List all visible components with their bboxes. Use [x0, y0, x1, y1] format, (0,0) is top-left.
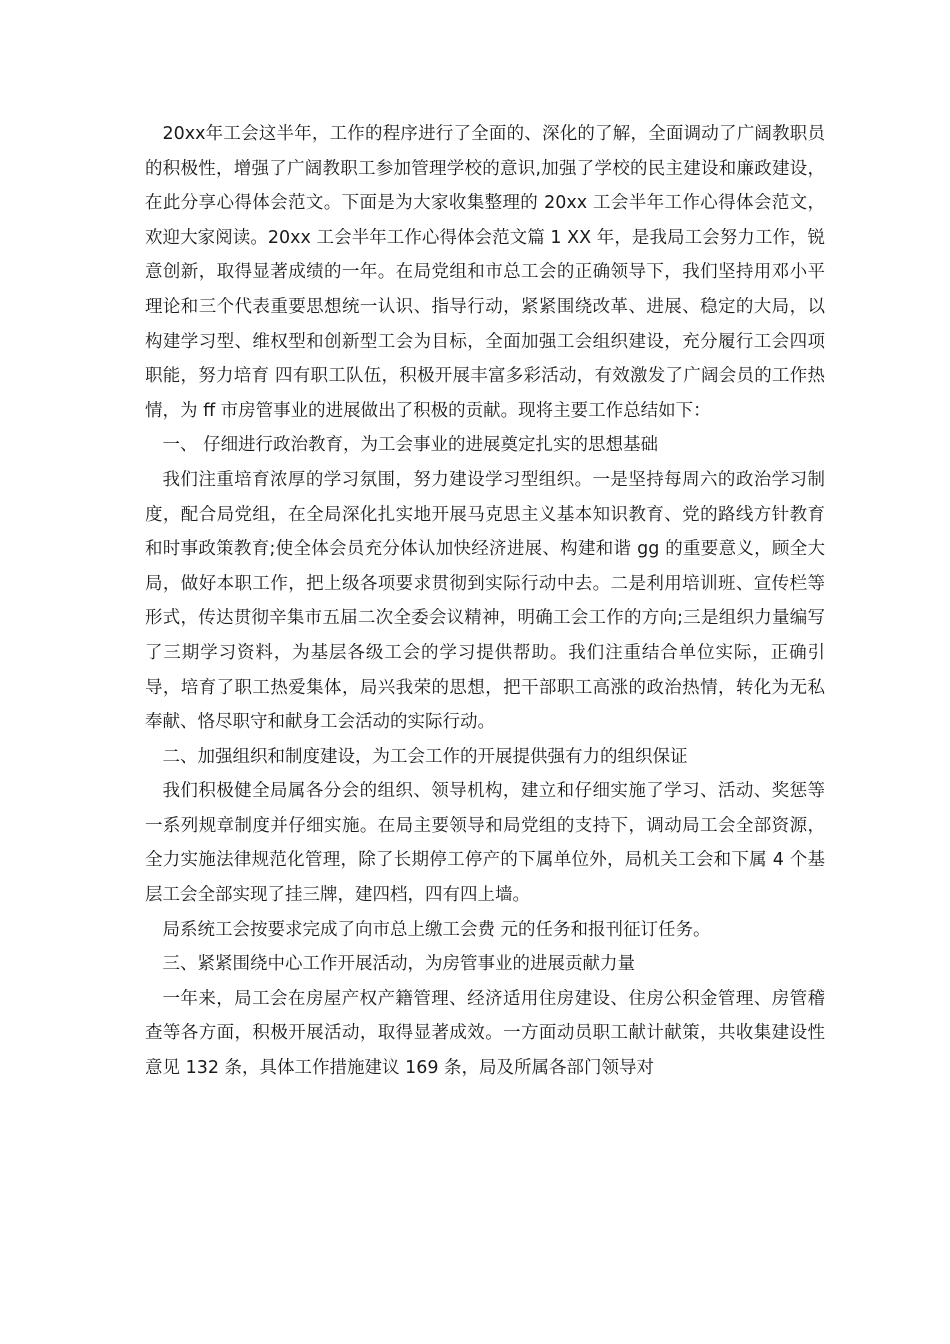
section-heading-1: 一、 仔细进行政治教育，为工会事业的进展奠定扎实的思想基础	[162, 435, 659, 456]
paragraph-section-1: 我们注重培育浓厚的学习氛围，努力建设学习型组织。一是坚持每周六的政治学习制度，配合局党组，在全局深化扎实地开展马克思主义基本知识教育、党的路线方针教育和时事政策教育;使全体会员充分体认加快经济进展、构建和谐 gg 的重要意义，顾全大局，做好本职工作，把上级各项要求贯彻到实际行动中去。二是利用培训班、宣传栏等形式，传达贯彻辛集市五届二次全委会议精神，明确工会工作的方向;三是组织力量编写了三期学习资料，为基层各级工会的学习提供帮助。我们注重结合单位实际，正确引导，培育了职工热爱集体，局兴我荣的思想，把干部职工高涨的政治热情，转化为无私奉献、恪尽职守和献身工会活动的实际行动。	[145, 469, 825, 733]
section-heading-3: 三、紧紧围绕中心工作开展活动，为房管事业的进展贡献力量	[162, 954, 635, 975]
paragraph-section-2: 我们积极健全局属各分会的组织、领导机构，建立和仔细实施了学习、活动、奖惩等一系列规章制度并仔细实施。在局主要领导和局党组的支持下，调动局工会全部资源，全力实施法律规范化管理，除了长期停工停产的下属单位外，局机关工会和下属 4 个基层工会全部实现了挂三牌，建四档，四有四上墙。	[145, 781, 825, 906]
section-heading-2: 二、加强组织和制度建设，为工会工作的开展提供强有力的组织保证	[162, 746, 688, 767]
paragraph-section-3: 一年来，局工会在房屋产权产籍管理、经济适用住房建设、住房公积金管理、房管稽查等各方面，积极开展活动，取得显著成效。一方面动员职工献计献策，共收集建设性意见 132 条，具体工作措施建议 169 条，局及所属各部门领导对	[145, 988, 825, 1079]
paragraph-section-2-dues: 局系统工会按要求完成了向市总上缴工会费 元的任务和报刊征订任务。	[162, 919, 711, 940]
paragraph-intro: 20xx年工会这半年，工作的程序进行了全面的、深化的了解，全面调动了广阔教职员的积极性，增强了广阔教职工参加管理学校的意识,加强了学校的民主建设和廉政建设，在此分享心得体会范文。下面是为大家收集整理的 20xx 工会半年工作心得体会范文，欢迎大家阅读。20xx 工会半年工作心得体会范文篇 1 XX 年，是我局工会努力工作，锐意创新，取得显著成绩的一年。在局党组和市总工会的正确领导下，我们坚持用邓小平理论和三个代表重要思想统一认识、指导行动，紧紧围绕改革、进展、稳定的大局，以构建学习型、维权型和创新型工会为目标，全面加强工会组织建设，充分履行工会四项职能，努力培育 四有职工队伍，积极开展丰富多彩活动，有效激发了广阔会员的工作热情，为 ff 市房管事业的进展做出了积极的贡献。现将主要工作总结如下：	[145, 124, 825, 421]
document-body	[145, 117, 825, 1086]
